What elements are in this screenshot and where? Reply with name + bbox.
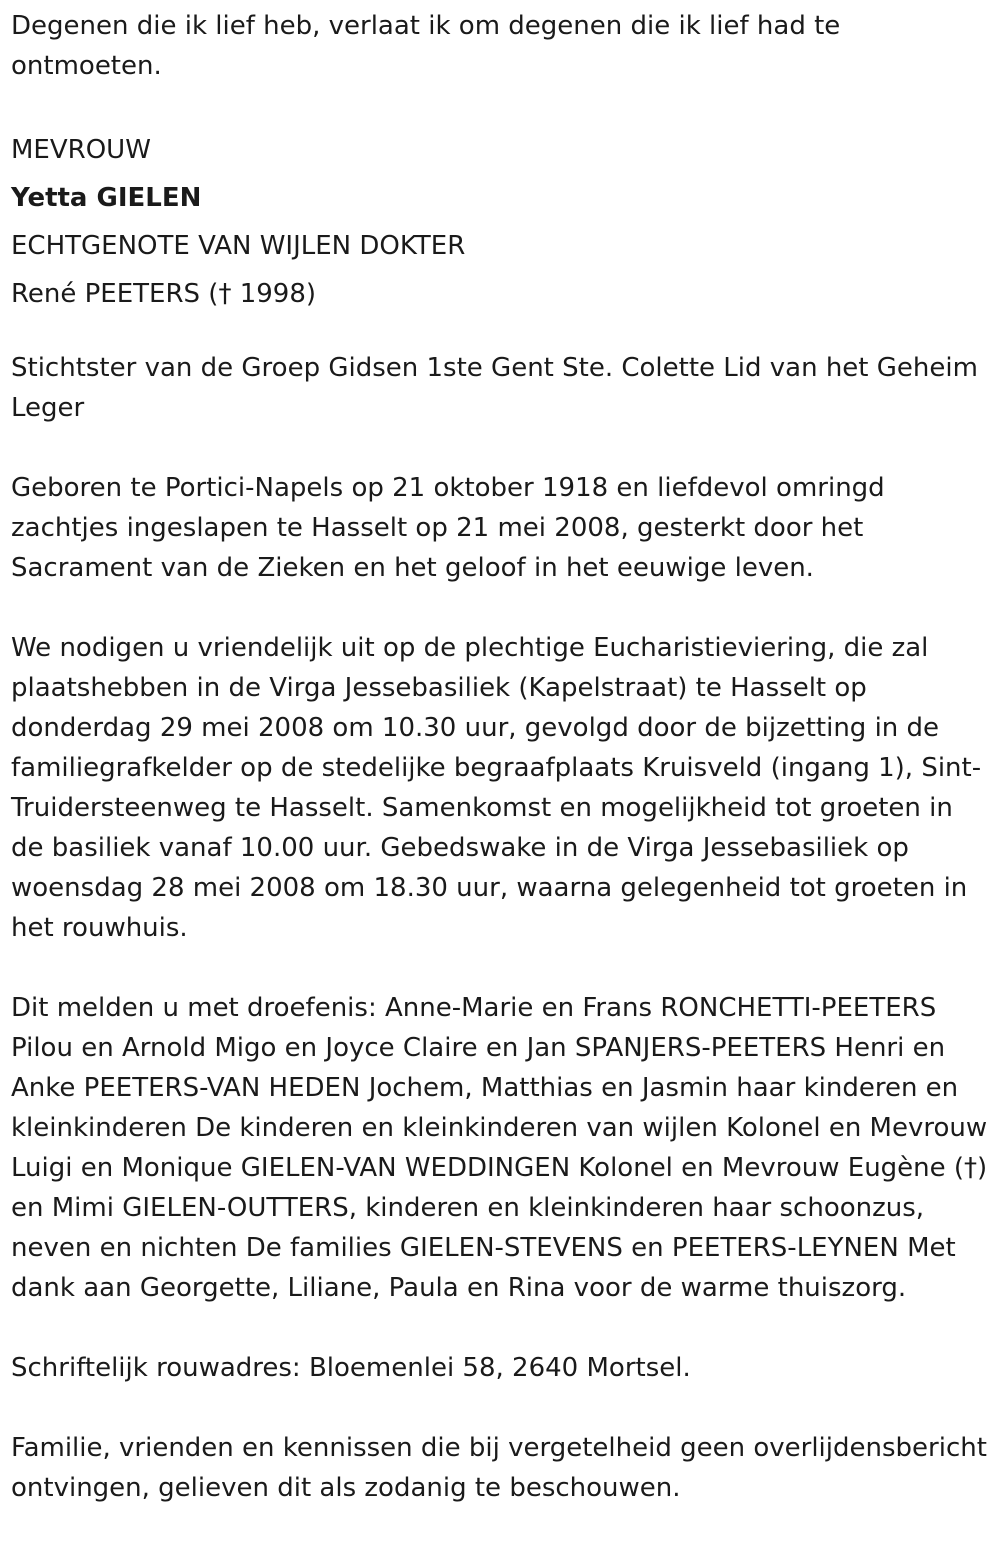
deceased-heading (11, 126, 990, 318)
deceased-name: Yetta GIELEN (11, 183, 202, 213)
funeral-invitation-paragraph: We nodigen u vriendelijk uit op de plechtige Eucharistieviering, die zal plaatshebben in de Virga Jessebasiliek (Kapelstraat) te Hasselt op donderdag 29 mei 2008 om 10.30 uur, gevolgd door de bijzetting in de familiegrafkelder op de stedelijke begraafplaats Kruisveld (ingang 1), Sint-Truidersteenweg te Hasselt. Samenkomst en mogelijkheid tot groeten in de basiliek vanaf 10.00 uur. Gebedswake in de Virga Jessebasiliek op woensdag 28 mei 2008 om 18.30 uur, waarna gelegenheid tot groeten in het rouwhuis. (11, 633, 982, 943)
honorific-title: MEVROUW (11, 135, 151, 165)
mourning-address: Schriftelijk rouwadres: Bloemenlei 58, 2640 Mortsel. (11, 1353, 691, 1383)
opening-quote: Degenen die ik lief heb, verlaat ik om degenen die ik lief had te ontmoeten. (11, 11, 841, 81)
relation-line: ECHTGENOTE VAN WIJLEN DOKTER (11, 231, 466, 261)
founder-paragraph: Stichtster van de Groep Gidsen 1ste Gent Ste. Colette Lid van het Geheim Leger (11, 353, 978, 423)
family-announcement-paragraph: Dit melden u met droefenis: Anne-Marie en Frans RONCHETTI-PEETERS Pilou en Arnold Migo en Joyce Claire en Jan SPANJERS-PEETERS Henri en Anke PEETERS-VAN HEDEN Jochem, Matthias en Jasmin haar kinderen en kleinkinderen De kinderen en kleinkinderen van wijlen Kolonel en Mevrouw Luigi en Monique GIELEN-VAN WEDDINGEN Kolonel en Mevrouw Eugène (†) en Mimi GIELEN-OUTTERS, kinderen en kleinkinderen haar schoonzus, neven en nichten De families GIELEN-STEVENS en PEETERS-LEYNEN Met dank aan Georgette, Liliane, Paula en Rina voor de warme thuiszorg. (11, 993, 988, 1303)
spouse-line: René PEETERS († 1998) (11, 279, 317, 309)
closing-paragraph: Familie, vrienden en kennissen die bij vergetelheid geen overlijdensbericht ontvingen, gelieven dit als zodanig te beschouwen. (11, 1433, 987, 1503)
birth-death-paragraph: Geboren te Portici-Napels op 21 oktober 1918 en liefdevol omringd zachtjes ingeslapen te Hasselt op 21 mei 2008, gesterkt door het Sacrament van de Zieken en het geloof in het eeuwige leven. (11, 473, 885, 583)
